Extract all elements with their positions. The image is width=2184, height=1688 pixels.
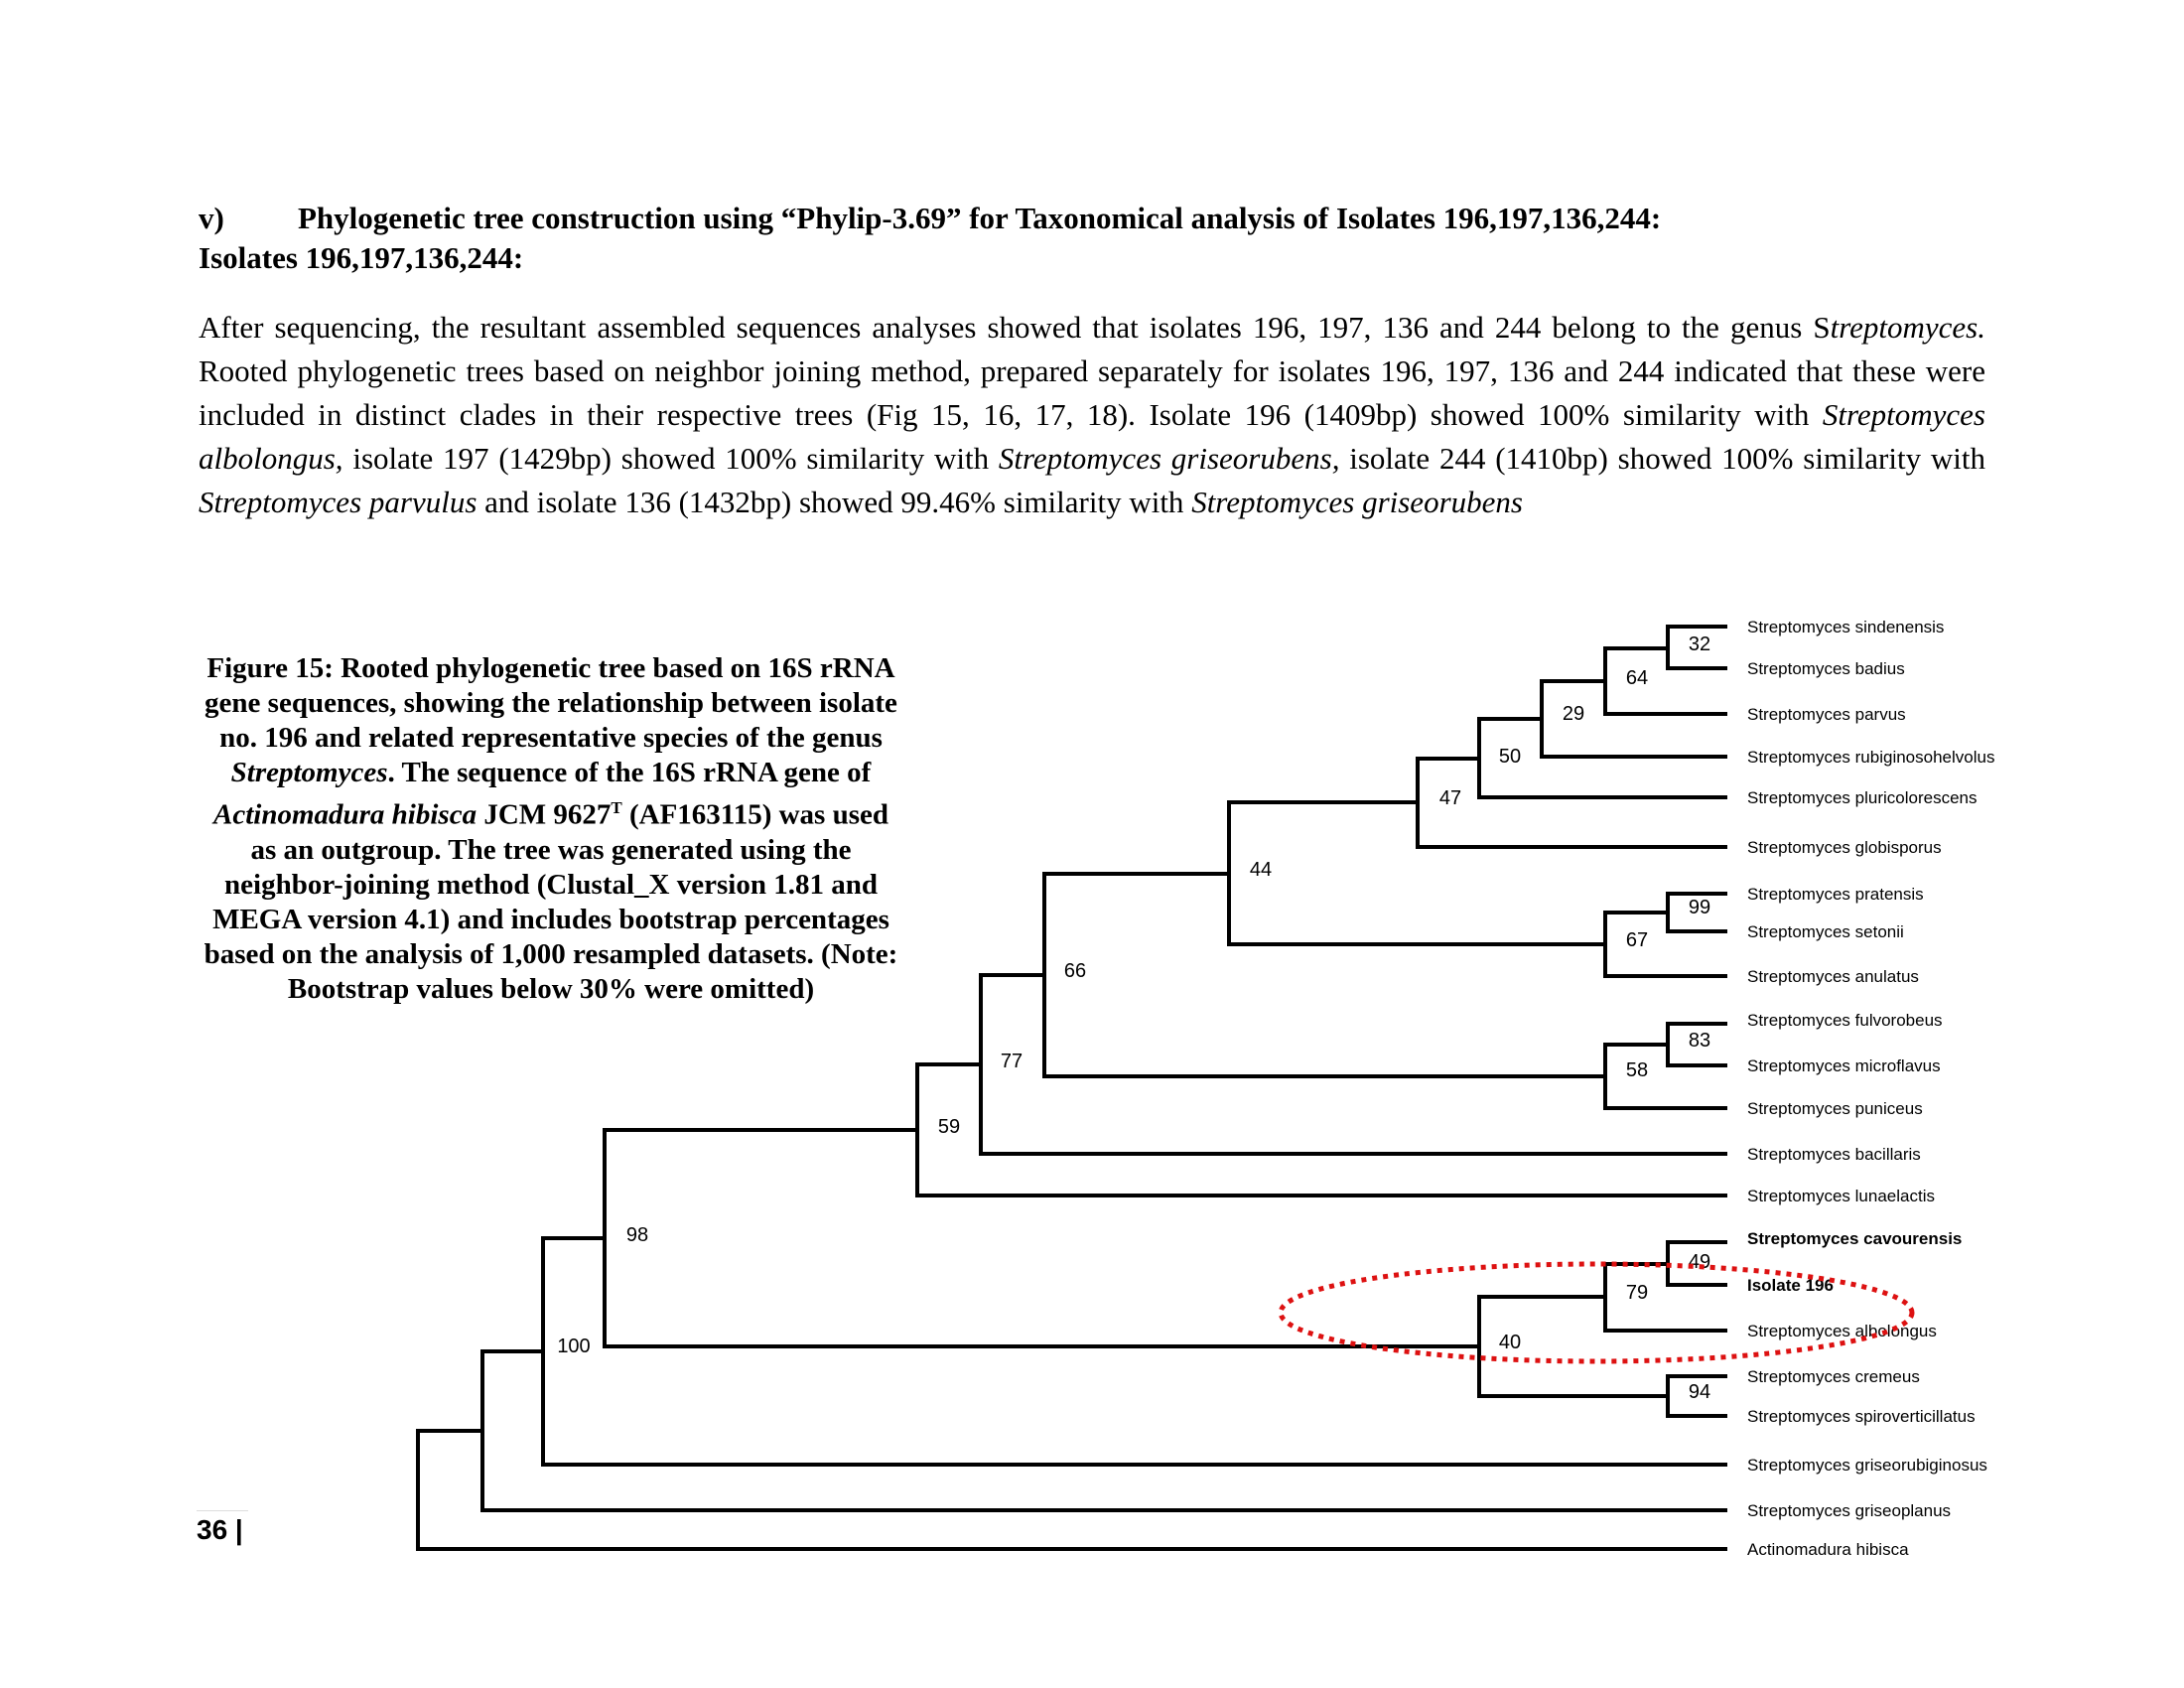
para-italic: Streptomyces griseorubens — [1191, 485, 1523, 519]
section-title: Phylogenetic tree construction using “Phylip-3.69” for Taxonomical analysis of Isolates 196,197,136,244: — [298, 201, 1662, 235]
bootstrap-value: 59 — [937, 1116, 961, 1138]
bootstrap-value: 50 — [1498, 746, 1522, 768]
leaf-label: Streptomyces bacillaris — [1747, 1145, 1921, 1164]
tree-leaf-labels — [1747, 618, 1994, 1559]
caption-text: JCM 9627 — [477, 798, 612, 831]
para-italic: Streptomyces griseorubens, — [998, 441, 1340, 476]
para-italic: Streptomyces albolongus, — [199, 397, 1985, 476]
bootstrap-value: 100 — [557, 1336, 591, 1357]
leaf-label: Streptomyces anulatus — [1747, 967, 1919, 986]
bootstrap-value: 32 — [1688, 633, 1711, 655]
para-text: After sequencing, the resultant assembled sequences analyses showed that isolates 196, 197, 136 and 244 belong to the genus S — [199, 310, 1831, 345]
bootstrap-value: 94 — [1688, 1381, 1711, 1403]
para-text: Rooted phylogenetic trees based on neighbor joining method, prepared separately for isolates 196, 197, 136 and 244 indicated that these were included in distinct clades in their respective trees (Fig 15, 16, 17, 18). Isolate 196 (1409bp) showed 100% similarity with — [199, 353, 1985, 432]
leaf-label: Streptomyces rubiginosohelvolus — [1747, 748, 1995, 767]
tree-bootstrap-values — [557, 633, 1710, 1403]
leaf-label: Streptomyces pratensis — [1747, 885, 1924, 904]
bootstrap-value: 83 — [1688, 1030, 1711, 1052]
bootstrap-value: 99 — [1688, 897, 1711, 918]
caption-italic: Streptomyces — [230, 757, 388, 788]
leaf-label: Streptomyces cavourensis — [1747, 1229, 1963, 1248]
leaf-label: Streptomyces cremeus — [1747, 1367, 1920, 1386]
leaf-label: Streptomyces setonii — [1747, 922, 1904, 941]
footer-rule — [197, 1510, 248, 1511]
bootstrap-value: 98 — [625, 1224, 649, 1246]
leaf-label: Streptomyces sindenensis — [1747, 618, 1945, 636]
bootstrap-value: 40 — [1498, 1332, 1522, 1353]
leaf-label: Isolate 196 — [1747, 1276, 1834, 1295]
leaf-label: Streptomyces puniceus — [1747, 1099, 1923, 1118]
caption-text: (AF163115) was used as an outgroup. The tree was generated using the neighbor-joining method (Clustal_X version 1.81 and MEGA version 4.1) and includes bootstrap percentages based on the analysis of 1,000 resampled datasets. (Note: Bootstrap values below 30% were omitted) — [204, 798, 898, 1005]
leaf-label: Streptomyces globisporus — [1747, 838, 1942, 857]
bootstrap-value: 47 — [1438, 787, 1462, 809]
para-text: isolate 244 (1410bp) showed 100% similarity with — [1339, 441, 1985, 476]
para-italic: Streptomyces parvulus — [199, 485, 478, 519]
section-number: v) — [199, 201, 224, 235]
section-title-continued: Isolates 196,197,136,244: — [199, 240, 524, 275]
caption-italic: Actinomadura hibisca — [212, 798, 478, 831]
leaf-label: Streptomyces parvus — [1747, 705, 1906, 724]
leaf-label: Streptomyces microflavus — [1747, 1056, 1941, 1075]
para-text: isolate 197 (1429bp) showed 100% similarity with — [342, 441, 999, 476]
caption-text: . The sequence of the 16S rRNA gene of — [387, 757, 872, 788]
tree-branches — [416, 627, 1727, 1549]
bootstrap-value: 58 — [1625, 1059, 1649, 1081]
leaf-label: Streptomyces albolongus — [1747, 1322, 1937, 1340]
para-text: and isolate 136 (1432bp) showed 99.46% similarity with — [477, 485, 1192, 519]
leaf-label: Streptomyces fulvorobeus — [1747, 1011, 1943, 1030]
bootstrap-value: 79 — [1625, 1282, 1649, 1304]
leaf-label: Streptomyces badius — [1747, 659, 1905, 678]
leaf-label: Streptomyces pluricolorescens — [1747, 788, 1978, 807]
bootstrap-value: 64 — [1625, 667, 1649, 689]
caption-text: Figure 15: Rooted phylogenetic tree based on 16S rRNA gene sequences, showing the relationship between isolate no. 196 and related representative species of the genus — [205, 652, 897, 754]
para-italic: treptomyces. — [1830, 310, 1985, 345]
leaf-label: Streptomyces lunaelactis — [1747, 1187, 1935, 1205]
bootstrap-value: 66 — [1063, 960, 1087, 982]
leaf-label: Actinomadura hibisca — [1747, 1540, 1909, 1559]
bootstrap-value: 44 — [1249, 859, 1273, 881]
bootstrap-value: 49 — [1688, 1251, 1711, 1273]
bootstrap-value: 77 — [1000, 1051, 1024, 1072]
bootstrap-value: 67 — [1625, 929, 1649, 951]
leaf-label: Streptomyces spiroverticillatus — [1747, 1407, 1976, 1426]
leaf-label: Streptomyces griseorubiginosus — [1747, 1456, 1987, 1475]
page-number: 36 | — [197, 1514, 243, 1545]
caption-superscript: T — [611, 798, 622, 817]
leaf-label: Streptomyces griseoplanus — [1747, 1501, 1952, 1520]
bootstrap-value: 29 — [1562, 703, 1585, 725]
